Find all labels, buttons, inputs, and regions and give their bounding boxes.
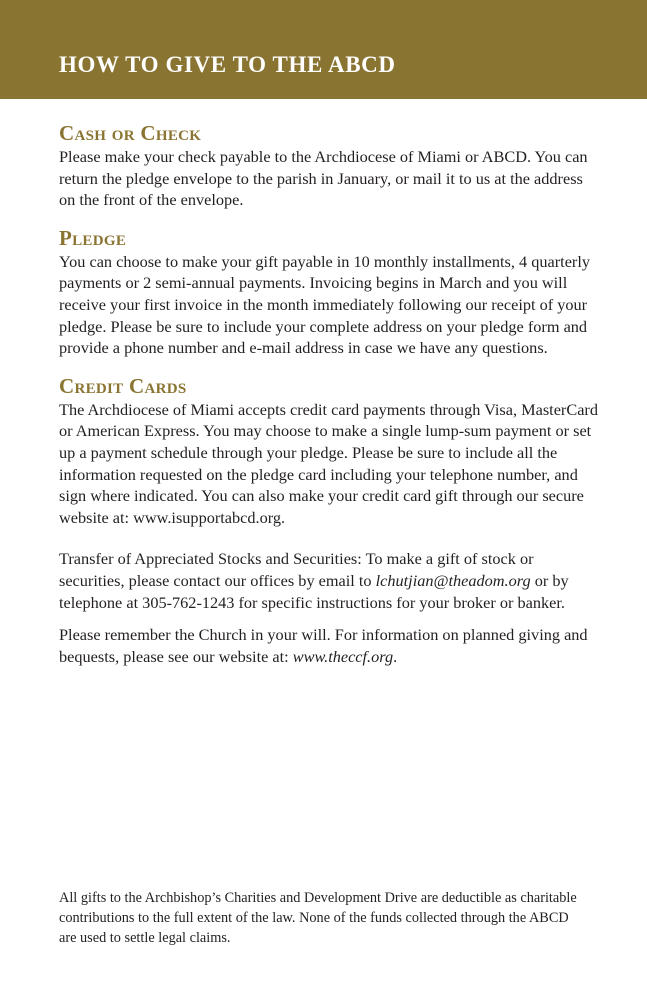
main-content — [59, 120, 599, 667]
will-text-before: Please remember the Church in your will. For information on planned giving and bequests, please see our website at: — [59, 625, 588, 666]
page-title: HOW TO GIVE TO THE ABCD — [59, 52, 396, 77]
section-cash-or-check — [59, 120, 599, 211]
stocks-paragraph — [59, 548, 599, 613]
header-band — [0, 0, 647, 99]
email-link[interactable]: lchutjian@theadom.org — [375, 570, 531, 590]
footer-disclaimer: All gifts to the Archbishop’s Charities and Development Drive are deductible as charitable contributions to the full extent of the law. None of the funds collected through the ABCD are used to settle legal claims. — [59, 890, 577, 946]
section-credit-cards — [59, 373, 599, 529]
section-heading-pledge: Pledge — [59, 225, 127, 250]
cash-or-check-text: Please make your check payable to the Archdiocese of Miami or ABCD. You can return the pledge envelope to the parish in January, or mail it to us at the address on the front of the envelope. — [59, 147, 588, 210]
website-link[interactable]: www.theccf.org — [292, 646, 394, 666]
will-text-after: . — [393, 646, 398, 666]
section-pledge — [59, 225, 599, 359]
stocks-text-after: or by telephone at 305-762-1243 for specific instructions for your broker or banker. — [59, 570, 569, 612]
section-heading-cash-or-check: Cash or Check — [59, 121, 202, 145]
stocks-text-before: Transfer of Appreciated Stocks and Securities: To make a gift of stock or securities, please contact our offices by email to — [59, 549, 534, 590]
section-heading-credit-cards: Credit Cards — [59, 373, 187, 398]
credit-cards-text: The Archdiocese of Miami accepts credit card payments through Visa, MasterCard or American Express. You may choose to make a single lump-sum payment or set up a payment schedule through your pledge. Please be sure to include all the information requested on the pledge card including your telephone number, and sign where indicated. You can also make your credit card gift through our secure website at: www.isupportabcd.org. — [59, 399, 598, 527]
pledge-text: You can choose to make your gift payable in 10 monthly installments, 4 quarterly payments or 2 semi-annual payments. Invoicing begins in March and you will receive your first invoice in the month immediately following our receipt of your pledge. Please be sure to include your complete address on your pledge form and provide a phone number and e-mail address in case we have any questions. — [59, 251, 591, 358]
will-paragraph — [59, 624, 599, 667]
